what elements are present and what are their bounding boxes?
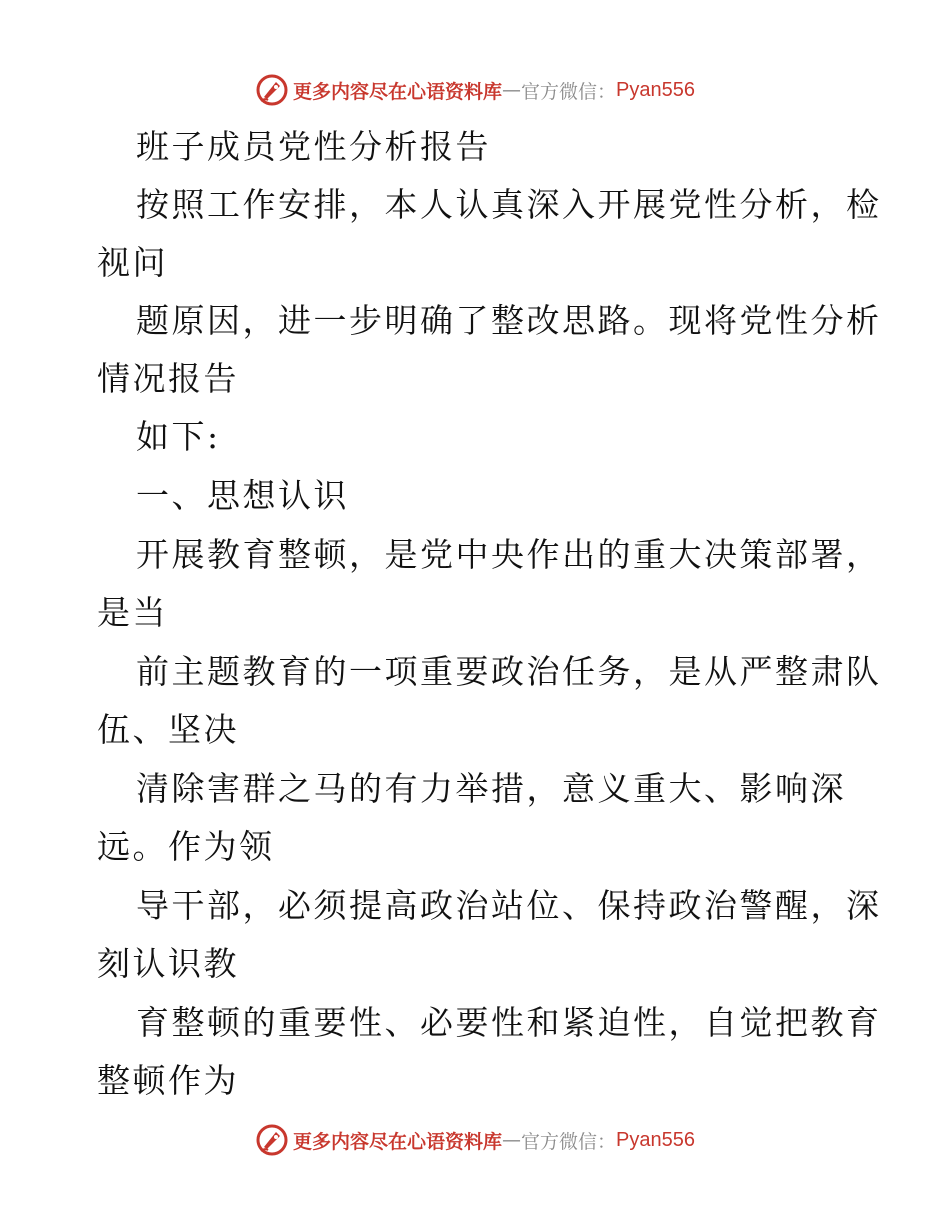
paragraph-line: 伍、坚决 [97,710,239,749]
watermark-site-text: 更多内容尽在心语资料库 [293,1130,503,1153]
footer-watermark-banner [0,1120,950,1160]
paragraph-line: 题原因，进一步明确了整改思路。现将党性分析 [136,301,882,340]
header-watermark-banner [0,70,950,110]
paragraph-line: 视问 [97,243,168,282]
paragraph-line: 如下: [136,417,221,456]
watermark-wechat-label: 官方微信： [521,80,617,103]
watermark-wechat-handle: Pyan556 [616,78,695,101]
paragraph-line: 育整顿的重要性、必要性和紧迫性，自觉把教育 [136,1003,882,1042]
paragraph-line: 前主题教育的一项重要政治任务，是从严整肃队 [136,652,882,691]
watermark-wechat-label: 官方微信： [521,1130,617,1153]
document-title: 班子成员党性分析报告 [136,127,491,166]
paragraph-line: 整顿作为 [97,1061,239,1100]
paragraph-line: 导干部，必须提高政治站位、保持政治警醒，深 [136,886,882,925]
watermark-site-text: 更多内容尽在心语资料库 [293,80,503,103]
paragraph-line: 清除害群之马的有力举措，意义重大、影响深 [136,769,846,808]
section-heading: 一、思想认识 [136,476,349,515]
pen-nib-logo-icon [255,1123,289,1157]
watermark-wechat-handle: Pyan556 [616,1128,695,1151]
pen-nib-logo-icon [255,73,289,107]
paragraph-line: 按照工作安排，本人认真深入开展党性分析，检 [136,185,882,224]
watermark-separator: — [502,1129,522,1151]
paragraph-line: 开展教育整顿，是党中央作出的重大决策部署， [136,535,882,574]
paragraph-line: 是当 [97,593,168,632]
paragraph-line: 远。作为领 [97,827,275,866]
paragraph-line: 情况报告 [97,359,239,398]
watermark-separator: — [502,79,522,101]
paragraph-line: 刻认识教 [97,944,239,983]
